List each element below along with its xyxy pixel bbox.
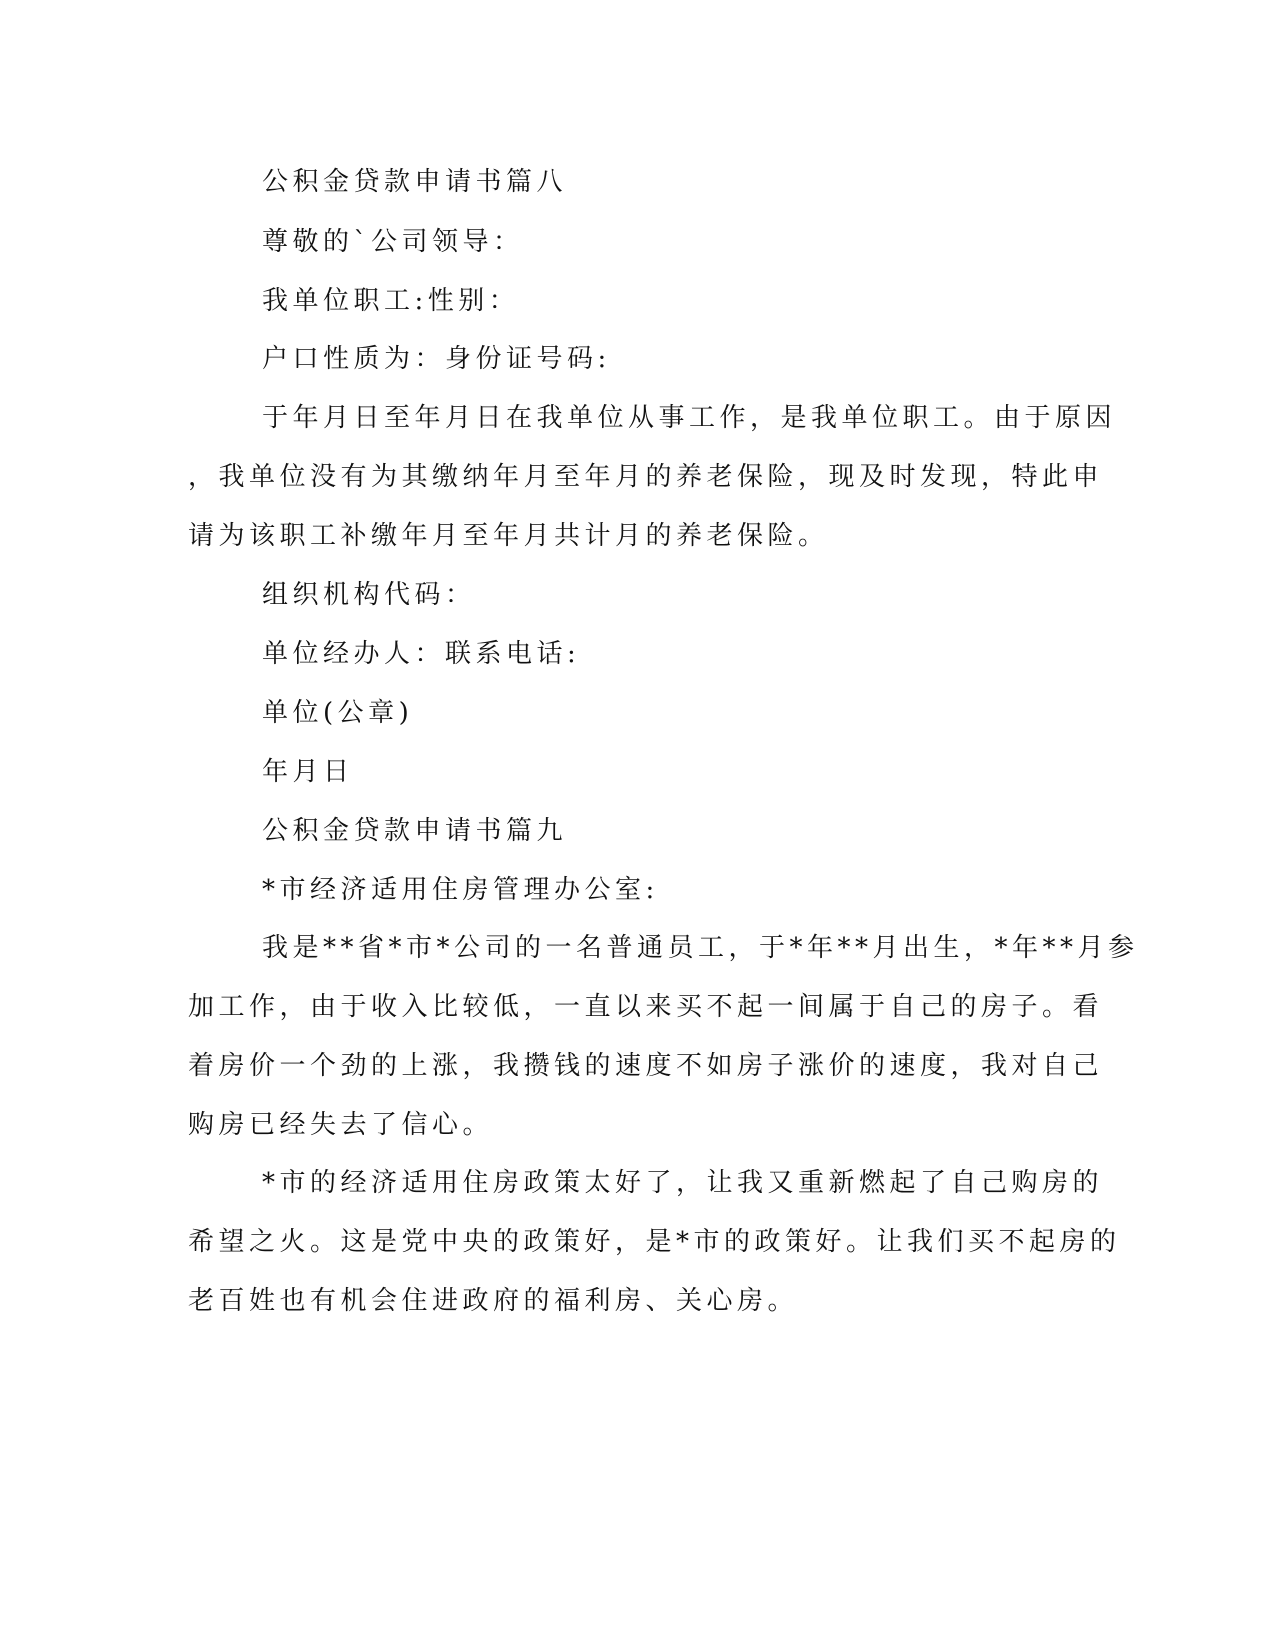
salutation-line: 尊敬的`公司领导： <box>262 227 524 257</box>
org-code-line: 组织机构代码： <box>262 580 476 610</box>
section-heading-8: 公积金贷款申请书篇八 <box>262 167 568 197</box>
date-line: 年月日 <box>262 757 354 787</box>
body-paragraph-line: 着房价一个劲的上涨，我攒钱的速度不如房子涨价的速度，我对自己 <box>188 1051 1104 1081</box>
body-paragraph-line: *市的经济适用住房政策太好了，让我又重新燃起了自己购房的 <box>262 1168 1104 1198</box>
seal-line: 单位(公章) <box>262 698 414 728</box>
body-paragraph-line: 加工作，由于收入比较低，一直以来买不起一间属于自己的房子。看 <box>188 992 1104 1022</box>
body-paragraph-line: 希望之火。这是党中央的政策好，是*市的政策好。让我们买不起房的 <box>188 1227 1121 1257</box>
section-heading-9: 公积金贷款申请书篇九 <box>262 816 568 846</box>
body-paragraph-line: 老百姓也有机会住进政府的福利房、关心房。 <box>188 1286 799 1316</box>
body-paragraph-line: 请为该职工补缴年月至年月共计月的养老保险。 <box>188 521 829 551</box>
recipient-line: *市经济适用住房管理办公室: <box>262 875 659 905</box>
employee-gender-line: 我单位职工:性别： <box>262 286 520 316</box>
household-id-line: 户口性质为：身份证号码: <box>262 344 611 374</box>
contact-line: 单位经办人：联系电话: <box>262 639 581 669</box>
body-paragraph-line: 我是**省*市*公司的一名普通员工，于*年**月出生，*年**月参 <box>262 933 1139 963</box>
body-paragraph-line: 购房已经失去了信心。 <box>188 1110 494 1140</box>
body-paragraph-line: ，我单位没有为其缴纳年月至年月的养老保险，现及时发现，特此申 <box>188 462 1104 492</box>
body-paragraph-line: 于年月日至年月日在我单位从事工作，是我单位职工。由于原因 <box>262 403 1117 433</box>
